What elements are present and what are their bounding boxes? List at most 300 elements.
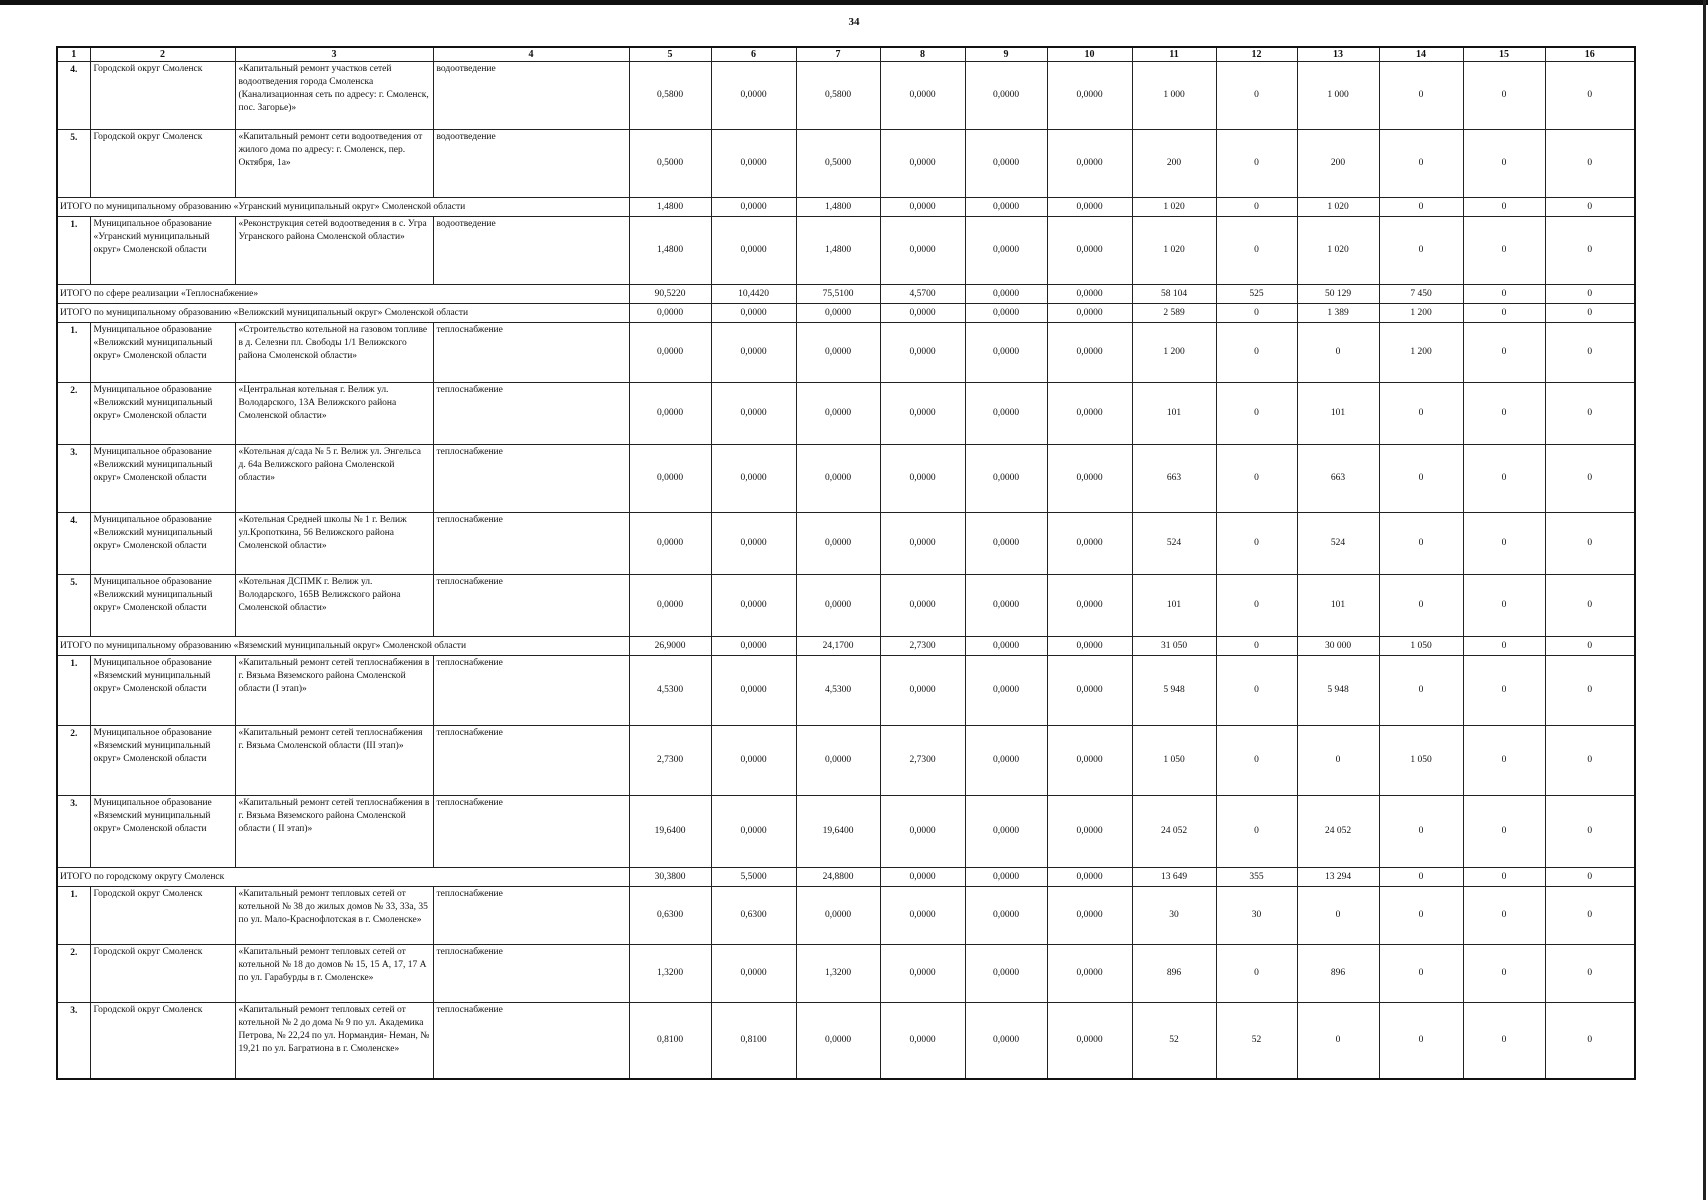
value-cell: 0 (1463, 887, 1545, 945)
value-cell: 0 (1463, 445, 1545, 513)
value-cell: 1,4800 (629, 217, 711, 285)
value-cell: 0 (1216, 945, 1297, 1003)
sphere-cell: теплоснабжение (433, 323, 629, 383)
value-cell: 1 050 (1379, 637, 1463, 656)
value-cell: 0,0000 (880, 323, 965, 383)
value-cell: 30,3800 (629, 868, 711, 887)
subtotal-label: ИТОГО по муниципальному образованию «Угранский муниципальный округ» Смоленской области (57, 198, 629, 217)
value-cell: 7 450 (1379, 285, 1463, 304)
column-number: 6 (711, 47, 796, 62)
column-number: 5 (629, 47, 711, 62)
value-cell: 896 (1297, 945, 1379, 1003)
row-number: 2. (57, 945, 90, 1003)
value-cell: 0 (1216, 217, 1297, 285)
value-cell: 0,0000 (711, 637, 796, 656)
value-cell: 0,0000 (711, 130, 796, 198)
column-number: 8 (880, 47, 965, 62)
value-cell: 0,0000 (965, 868, 1047, 887)
value-cell: 0,0000 (880, 198, 965, 217)
row-number: 5. (57, 130, 90, 198)
value-cell: 0 (1379, 868, 1463, 887)
value-cell: 0,0000 (711, 62, 796, 130)
subtotal-label: ИТОГО по муниципальному образованию «Вяземский муниципальный округ» Смоленской области (57, 637, 629, 656)
municipality-cell: Муниципальное образование «Велижский муниципальный округ» Смоленской области (90, 575, 235, 637)
column-number: 3 (235, 47, 433, 62)
value-cell: 0,0000 (1047, 198, 1132, 217)
value-cell: 0,0000 (1047, 637, 1132, 656)
value-cell: 0,0000 (629, 323, 711, 383)
project-row (57, 445, 1635, 513)
value-cell: 0 (1463, 656, 1545, 726)
value-cell: 0,0000 (1047, 726, 1132, 796)
value-cell: 0 (1379, 1003, 1463, 1079)
subtotal-label: ИТОГО по муниципальному образованию «Велижский муниципальный округ» Смоленской области (57, 304, 629, 323)
value-cell: 0 (1545, 198, 1635, 217)
value-cell: 0 (1379, 217, 1463, 285)
subtotal-row (57, 198, 1635, 217)
value-cell: 524 (1297, 513, 1379, 575)
value-cell: 0,0000 (796, 383, 880, 445)
project-row (57, 217, 1635, 285)
value-cell: 0,0000 (1047, 445, 1132, 513)
value-cell: 200 (1297, 130, 1379, 198)
row-number: 5. (57, 575, 90, 637)
value-cell: 2,7300 (880, 637, 965, 656)
value-cell: 0 (1545, 868, 1635, 887)
value-cell: 0 (1545, 445, 1635, 513)
value-cell: 896 (1132, 945, 1216, 1003)
value-cell: 0 (1463, 868, 1545, 887)
document-table-wrapper (56, 46, 1636, 1080)
value-cell: 0,0000 (965, 1003, 1047, 1079)
value-cell: 0,0000 (796, 887, 880, 945)
value-cell: 0,0000 (1047, 285, 1132, 304)
municipality-cell: Муниципальное образование «Велижский муниципальный округ» Смоленской области (90, 445, 235, 513)
value-cell: 101 (1297, 575, 1379, 637)
subtotal-row (57, 637, 1635, 656)
project-row (57, 796, 1635, 868)
value-cell: 0 (1216, 513, 1297, 575)
row-number: 4. (57, 62, 90, 130)
value-cell: 1,4800 (796, 217, 880, 285)
value-cell: 0,0000 (711, 575, 796, 637)
value-cell: 0 (1216, 637, 1297, 656)
value-cell: 0,0000 (965, 445, 1047, 513)
value-cell: 101 (1132, 575, 1216, 637)
value-cell: 0,0000 (1047, 513, 1132, 575)
value-cell: 0,0000 (1047, 868, 1132, 887)
value-cell: 0,0000 (965, 323, 1047, 383)
project-name-cell: «Капитальный ремонт сетей теплоснабжения в г. Вязьма Вяземского района Смоленской области ( II этап)» (235, 796, 433, 868)
project-name-cell: «Котельная ДСПМК г. Велиж ул. Володарского, 165В Велижского района Смоленской области» (235, 575, 433, 637)
subtotal-row (57, 304, 1635, 323)
top-rule (0, 0, 1708, 5)
value-cell: 58 104 (1132, 285, 1216, 304)
value-cell: 24 052 (1132, 796, 1216, 868)
value-cell: 52 (1132, 1003, 1216, 1079)
value-cell: 0,0000 (629, 304, 711, 323)
value-cell: 0 (1545, 887, 1635, 945)
value-cell: 19,6400 (796, 796, 880, 868)
value-cell: 0,0000 (1047, 796, 1132, 868)
sphere-cell: теплоснабжение (433, 796, 629, 868)
subtotal-row (57, 868, 1635, 887)
municipality-cell: Муниципальное образование «Велижский муниципальный округ» Смоленской области (90, 383, 235, 445)
value-cell: 4,5300 (629, 656, 711, 726)
value-cell: 0,0000 (796, 323, 880, 383)
value-cell: 0 (1216, 62, 1297, 130)
value-cell: 0,0000 (711, 945, 796, 1003)
value-cell: 1,3200 (796, 945, 880, 1003)
value-cell: 0 (1545, 130, 1635, 198)
value-cell: 0 (1463, 217, 1545, 285)
value-cell: 0,0000 (1047, 656, 1132, 726)
value-cell: 0,0000 (711, 304, 796, 323)
project-name-cell: «Капитальный ремонт участков сетей водоотведения города Смоленска (Канализационная сеть по адресу: г. Смоленск, пос. Загорье)» (235, 62, 433, 130)
value-cell: 0,0000 (629, 383, 711, 445)
value-cell: 0 (1216, 656, 1297, 726)
value-cell: 0,0000 (880, 868, 965, 887)
municipality-cell: Городской округ Смоленск (90, 62, 235, 130)
column-number: 4 (433, 47, 629, 62)
project-row (57, 62, 1635, 130)
value-cell: 0,0000 (796, 445, 880, 513)
value-cell: 0,0000 (1047, 130, 1132, 198)
municipality-cell: Муниципальное образование «Угранский муниципальный округ» Смоленской области (90, 217, 235, 285)
project-name-cell: «Капитальный ремонт сетей теплоснабжения г. Вязьма Смоленской области (III этап)» (235, 726, 433, 796)
value-cell: 0 (1463, 637, 1545, 656)
row-number: 4. (57, 513, 90, 575)
value-cell: 0,0000 (880, 887, 965, 945)
sphere-cell: теплоснабжение (433, 513, 629, 575)
value-cell: 0,0000 (711, 383, 796, 445)
column-number: 2 (90, 47, 235, 62)
value-cell: 0,0000 (711, 513, 796, 575)
value-cell: 0,0000 (1047, 304, 1132, 323)
sphere-cell: теплоснабжение (433, 726, 629, 796)
value-cell: 663 (1132, 445, 1216, 513)
value-cell: 0 (1545, 637, 1635, 656)
project-name-cell: «Котельная Средней школы № 1 г. Велиж ул.Кропоткина, 56 Велижского района Смоленской области» (235, 513, 433, 575)
value-cell: 0,0000 (796, 575, 880, 637)
page-number: 34 (848, 16, 860, 28)
row-number: 1. (57, 887, 90, 945)
value-cell: 0,0000 (796, 513, 880, 575)
value-cell: 0,0000 (711, 198, 796, 217)
value-cell: 0 (1545, 513, 1635, 575)
value-cell: 24,1700 (796, 637, 880, 656)
value-cell: 0 (1463, 513, 1545, 575)
value-cell: 0,0000 (965, 656, 1047, 726)
value-cell: 0 (1545, 796, 1635, 868)
value-cell: 30 000 (1297, 637, 1379, 656)
value-cell: 0,0000 (880, 217, 965, 285)
project-name-cell: «Капитальный ремонт сетей теплоснабжения в г. Вязьма Вяземского района Смоленской области (I этап)» (235, 656, 433, 726)
value-cell: 355 (1216, 868, 1297, 887)
municipality-cell: Городской округ Смоленск (90, 130, 235, 198)
row-number: 1. (57, 656, 90, 726)
value-cell: 0,0000 (965, 513, 1047, 575)
value-cell: 13 649 (1132, 868, 1216, 887)
row-number: 2. (57, 726, 90, 796)
value-cell: 0 (1545, 62, 1635, 130)
value-cell: 0,0000 (1047, 1003, 1132, 1079)
value-cell: 2,7300 (629, 726, 711, 796)
project-row (57, 130, 1635, 198)
value-cell: 0,0000 (1047, 217, 1132, 285)
sphere-cell: теплоснабжение (433, 575, 629, 637)
municipality-cell: Городской округ Смоленск (90, 1003, 235, 1079)
value-cell: 19,6400 (629, 796, 711, 868)
value-cell: 0 (1545, 304, 1635, 323)
value-cell: 0,0000 (965, 726, 1047, 796)
sphere-cell: теплоснабжение (433, 383, 629, 445)
value-cell: 0,0000 (1047, 323, 1132, 383)
value-cell: 0 (1379, 796, 1463, 868)
value-cell: 0,0000 (965, 130, 1047, 198)
value-cell: 0,0000 (711, 726, 796, 796)
value-cell: 0,0000 (965, 637, 1047, 656)
value-cell: 0,0000 (965, 887, 1047, 945)
value-cell: 0,0000 (796, 1003, 880, 1079)
project-row (57, 945, 1635, 1003)
value-cell: 0 (1216, 130, 1297, 198)
value-cell: 0 (1545, 217, 1635, 285)
column-number: 12 (1216, 47, 1297, 62)
sphere-cell: теплоснабжение (433, 656, 629, 726)
value-cell: 0 (1379, 656, 1463, 726)
value-cell: 31 050 (1132, 637, 1216, 656)
row-number: 1. (57, 323, 90, 383)
value-cell: 0,0000 (629, 575, 711, 637)
value-cell: 0,0000 (711, 656, 796, 726)
value-cell: 0,0000 (965, 575, 1047, 637)
value-cell: 2,7300 (880, 726, 965, 796)
value-cell: 0,5000 (629, 130, 711, 198)
row-number: 2. (57, 383, 90, 445)
value-cell: 0 (1463, 945, 1545, 1003)
value-cell: 0,0000 (629, 445, 711, 513)
value-cell: 2 589 (1132, 304, 1216, 323)
value-cell: 30 (1216, 887, 1297, 945)
project-row (57, 1003, 1635, 1079)
municipality-cell: Муниципальное образование «Вяземский муниципальный округ» Смоленской области (90, 656, 235, 726)
value-cell: 0 (1463, 130, 1545, 198)
project-name-cell: «Капитальный ремонт сети водоотведения от жилого дома по адресу: г. Смоленск, пер. Октября, 1а» (235, 130, 433, 198)
project-name-cell: «Центральная котельная г. Велиж ул. Володарского, 13А Велижского района Смоленской области» (235, 383, 433, 445)
value-cell: 0 (1216, 726, 1297, 796)
value-cell: 0 (1379, 887, 1463, 945)
municipality-cell: Городской округ Смоленск (90, 945, 235, 1003)
value-cell: 4,5700 (880, 285, 965, 304)
project-row (57, 656, 1635, 726)
right-edge-rule (1703, 0, 1706, 1200)
value-cell: 0 (1216, 383, 1297, 445)
value-cell: 0,0000 (880, 445, 965, 513)
value-cell: 0,0000 (1047, 887, 1132, 945)
value-cell: 0 (1463, 198, 1545, 217)
project-name-cell: «Капитальный ремонт тепловых сетей от котельной № 2 до дома № 9 по ул. Академика Петрова, № 22,24 по ул. Нормандия- Неман, № 19,21 по ул. Багратиона в г. Смоленске» (235, 1003, 433, 1079)
sphere-cell: теплоснабжение (433, 945, 629, 1003)
value-cell: 0 (1545, 383, 1635, 445)
row-number: 1. (57, 217, 90, 285)
column-number: 15 (1463, 47, 1545, 62)
value-cell: 0,0000 (711, 445, 796, 513)
value-cell: 0 (1297, 726, 1379, 796)
column-number: 14 (1379, 47, 1463, 62)
value-cell: 0,0000 (965, 796, 1047, 868)
column-number: 9 (965, 47, 1047, 62)
project-name-cell: «Капитальный ремонт тепловых сетей от котельной № 18 до домов № 15, 15 А, 17, 17 А по ул. Гарабурды в г. Смоленске» (235, 945, 433, 1003)
value-cell: 0 (1463, 726, 1545, 796)
project-row (57, 726, 1635, 796)
value-cell: 0,5800 (629, 62, 711, 130)
value-cell: 0,0000 (965, 217, 1047, 285)
sphere-cell: водоотведение (433, 217, 629, 285)
value-cell: 0,0000 (880, 383, 965, 445)
value-cell: 0,0000 (880, 513, 965, 575)
value-cell: 1 000 (1297, 62, 1379, 130)
value-cell: 0,6300 (629, 887, 711, 945)
value-cell: 0 (1463, 575, 1545, 637)
value-cell: 0,0000 (796, 726, 880, 796)
sphere-cell: водоотведение (433, 62, 629, 130)
value-cell: 1 020 (1132, 198, 1216, 217)
value-cell: 0,5000 (796, 130, 880, 198)
value-cell: 0,0000 (880, 62, 965, 130)
row-number: 3. (57, 1003, 90, 1079)
value-cell: 0 (1379, 383, 1463, 445)
municipality-cell: Муниципальное образование «Вяземский муниципальный округ» Смоленской области (90, 796, 235, 868)
value-cell: 4,5300 (796, 656, 880, 726)
value-cell: 0,0000 (965, 285, 1047, 304)
value-cell: 0,0000 (880, 575, 965, 637)
value-cell: 13 294 (1297, 868, 1379, 887)
project-name-cell: «Строительство котельной на газовом топливе в д. Селезни пл. Свободы 1/1 Велижского района Смоленской области» (235, 323, 433, 383)
project-name-cell: «Капитальный ремонт тепловых сетей от котельной № 38 до жилых домов № 33, 33а, 35 по ул. Мало-Краснофлотская в г. Смоленске» (235, 887, 433, 945)
value-cell: 0,0000 (711, 796, 796, 868)
value-cell: 26,9000 (629, 637, 711, 656)
value-cell: 0 (1216, 575, 1297, 637)
value-cell: 101 (1297, 383, 1379, 445)
value-cell: 1 200 (1379, 304, 1463, 323)
project-row (57, 323, 1635, 383)
investment-program-table (56, 46, 1636, 1080)
column-number: 11 (1132, 47, 1216, 62)
value-cell: 5 948 (1297, 656, 1379, 726)
row-number: 3. (57, 445, 90, 513)
project-name-cell: «Котельная д/сада № 5 г. Велиж ул. Энгельса д. 64а Велижского района Смоленской области» (235, 445, 433, 513)
value-cell: 0,0000 (965, 945, 1047, 1003)
value-cell: 200 (1132, 130, 1216, 198)
value-cell: 1 020 (1297, 198, 1379, 217)
value-cell: 1 020 (1297, 217, 1379, 285)
value-cell: 0 (1379, 445, 1463, 513)
value-cell: 0 (1545, 726, 1635, 796)
value-cell: 0 (1216, 796, 1297, 868)
value-cell: 0 (1216, 198, 1297, 217)
sphere-cell: водоотведение (433, 130, 629, 198)
value-cell: 0,0000 (880, 656, 965, 726)
subtotal-row (57, 285, 1635, 304)
project-row (57, 887, 1635, 945)
column-number: 13 (1297, 47, 1379, 62)
value-cell: 90,5220 (629, 285, 711, 304)
value-cell: 75,5100 (796, 285, 880, 304)
value-cell: 0,0000 (1047, 383, 1132, 445)
value-cell: 0,0000 (965, 198, 1047, 217)
value-cell: 1 200 (1132, 323, 1216, 383)
value-cell: 0 (1379, 945, 1463, 1003)
value-cell: 0,0000 (629, 513, 711, 575)
value-cell: 663 (1297, 445, 1379, 513)
value-cell: 1 050 (1132, 726, 1216, 796)
project-row (57, 575, 1635, 637)
project-row (57, 383, 1635, 445)
value-cell: 0 (1545, 945, 1635, 1003)
value-cell: 0,8100 (629, 1003, 711, 1079)
value-cell: 0 (1463, 323, 1545, 383)
value-cell: 0 (1545, 575, 1635, 637)
value-cell: 0 (1379, 513, 1463, 575)
value-cell: 0 (1379, 62, 1463, 130)
value-cell: 52 (1216, 1003, 1297, 1079)
column-number: 1 (57, 47, 90, 62)
value-cell: 0,0000 (711, 323, 796, 383)
value-cell: 0,0000 (796, 304, 880, 323)
municipality-cell: Муниципальное образование «Велижский муниципальный округ» Смоленской области (90, 323, 235, 383)
value-cell: 0,0000 (711, 217, 796, 285)
value-cell: 1 020 (1132, 217, 1216, 285)
value-cell: 0 (1216, 304, 1297, 323)
value-cell: 0 (1463, 796, 1545, 868)
value-cell: 0 (1463, 62, 1545, 130)
value-cell: 0,6300 (711, 887, 796, 945)
table-body (57, 47, 1635, 1079)
value-cell: 0 (1297, 887, 1379, 945)
value-cell: 24 052 (1297, 796, 1379, 868)
row-number: 3. (57, 796, 90, 868)
value-cell: 101 (1132, 383, 1216, 445)
value-cell: 0 (1463, 304, 1545, 323)
value-cell: 5 948 (1132, 656, 1216, 726)
value-cell: 0 (1379, 130, 1463, 198)
column-number: 7 (796, 47, 880, 62)
value-cell: 0 (1545, 1003, 1635, 1079)
subtotal-label: ИТОГО по городскому округу Смоленск (57, 868, 629, 887)
value-cell: 0,0000 (880, 130, 965, 198)
value-cell: 0,0000 (965, 62, 1047, 130)
value-cell: 24,8800 (796, 868, 880, 887)
column-number: 10 (1047, 47, 1132, 62)
value-cell: 0,0000 (880, 945, 965, 1003)
value-cell: 0 (1379, 198, 1463, 217)
value-cell: 50 129 (1297, 285, 1379, 304)
sphere-cell: теплоснабжение (433, 445, 629, 513)
sphere-cell: теплоснабжение (433, 887, 629, 945)
value-cell: 0 (1545, 285, 1635, 304)
value-cell: 0,0000 (965, 383, 1047, 445)
value-cell: 30 (1132, 887, 1216, 945)
value-cell: 5,5000 (711, 868, 796, 887)
project-row (57, 513, 1635, 575)
value-cell: 1 200 (1379, 323, 1463, 383)
value-cell: 0,5800 (796, 62, 880, 130)
value-cell: 0 (1216, 445, 1297, 513)
sphere-cell: теплоснабжение (433, 1003, 629, 1079)
municipality-cell: Муниципальное образование «Вяземский муниципальный округ» Смоленской области (90, 726, 235, 796)
value-cell: 0,0000 (965, 304, 1047, 323)
